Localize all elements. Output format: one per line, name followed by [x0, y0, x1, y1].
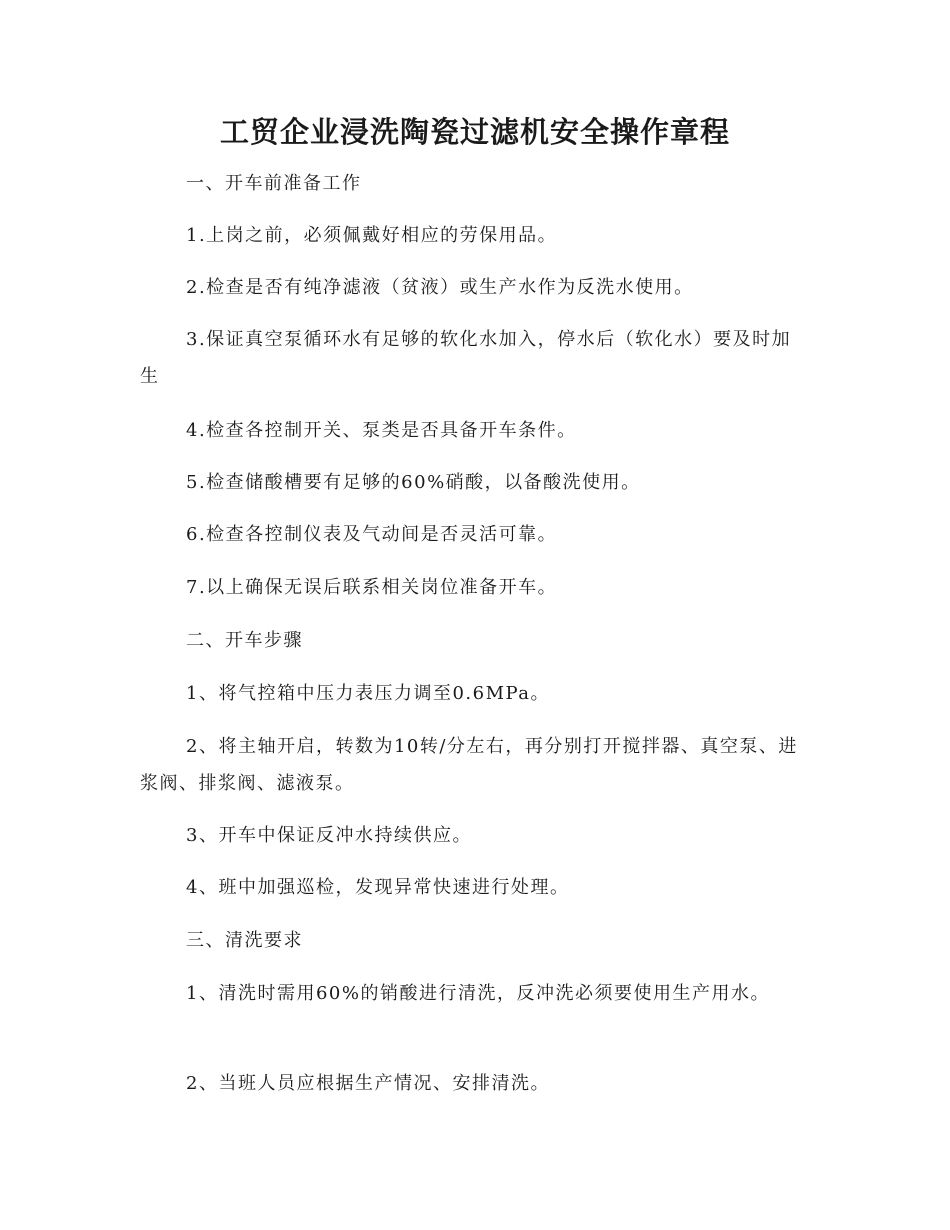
prep-item-2: 2.检查是否有纯净滤液（贫液）或生产水作为反洗水使用。: [186, 277, 694, 298]
prep-item-6: 6.检查各控制仪表及气动间是否灵活可靠。: [186, 524, 558, 545]
startup-item-4: 4、班中加强巡检，发现异常快速进行处理。: [186, 877, 570, 898]
document-title: 工贸企业浸洗陶瓷过滤机安全操作章程: [219, 115, 730, 149]
startup-item-2: 2、将主轴开启，转数为10转/分左右，再分别打开搅拌器、真空泵、进浆阀、排浆阀、滤液泵。: [140, 736, 798, 794]
section-heading-startup: 二、开车步骤: [186, 630, 303, 651]
section-heading-prep: 一、开车前准备工作: [186, 173, 362, 194]
prep-item-1: 1.上岗之前，必须佩戴好相应的劳保用品。: [186, 225, 558, 246]
prep-item-4: 4.检查各控制开关、泵类是否具备开车条件。: [186, 420, 577, 441]
prep-item-5: 5.检查储酸槽要有足够的60%硝酸，以备酸洗使用。: [186, 472, 641, 493]
startup-item-3: 3、开车中保证反冲水持续供应。: [186, 825, 472, 846]
prep-item-3: 3.保证真空泵循环水有足够的软化水加入，停水后（软化水）要及时加生: [140, 329, 792, 387]
cleaning-item-1: 1、清洗时需用60%的销酸进行清洗，反冲洗必须要使用生产用水。: [186, 983, 770, 1004]
section-heading-cleaning: 三、清洗要求: [186, 930, 303, 951]
prep-item-7: 7.以上确保无误后联系相关岗位准备开车。: [186, 577, 558, 598]
cleaning-item-2: 2、当班人员应根据生产情况、安排清洗。: [186, 1073, 550, 1094]
startup-item-1: 1、将气控箱中压力表压力调至0.6MPa。: [186, 683, 551, 704]
